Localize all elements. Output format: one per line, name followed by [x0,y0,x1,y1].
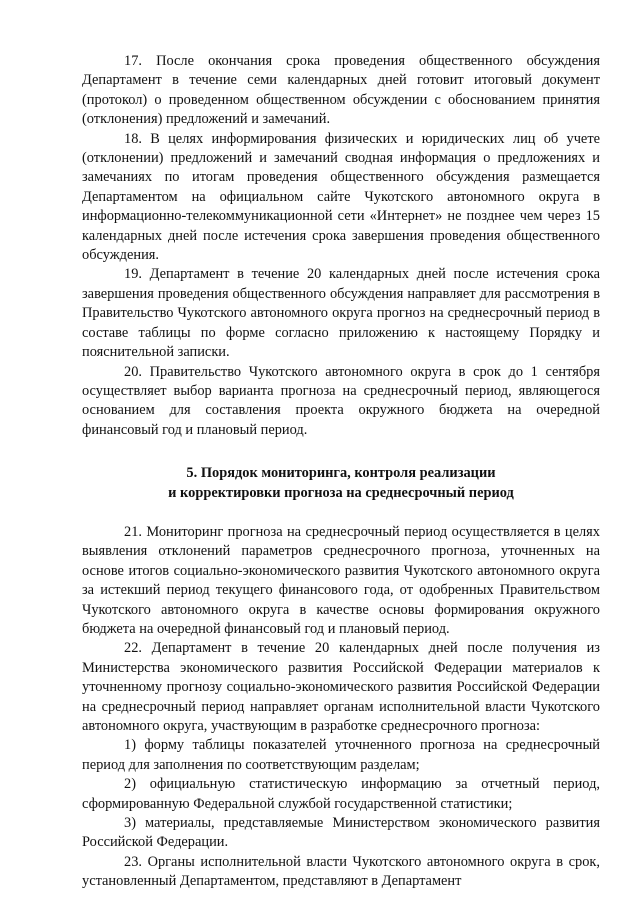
list-item-3: 3) материалы, представляемые Министерством экономического развития Российской Федерации. [82,815,600,851]
section-heading [82,464,600,503]
paragraph-22: 22. Департамент в течение 20 календарных дней после получения из Министерства экономического развития Российской Федерации материалов к уточненному прогнозу социально-экономического развития Российской Федерации на среднесрочный период направляет органам исполнительной власти Чукотского автономного округа, участвующим в разработке среднесрочного прогноза: [82,640,600,734]
section-heading-line-1: 5. Порядок мониторинга, контроля реализации [186,465,496,482]
list-item-1: 1) форму таблицы показателей уточненного прогноза на среднесрочный период для заполнения по соответствующим разделам; [82,737,600,773]
paragraph-19: 19. Департамент в течение 20 календарных дней после истечения срока завершения проведения общественного обсуждения направляет для рассмотрения в Правительство Чукотского автономного округа прогноз на среднесрочный период в составе таблицы по форме согласно приложению к настоящему Порядку и пояснительной записки. [82,266,600,361]
paragraph-21: 21. Мониторинг прогноза на среднесрочный период осуществляется в целях выявления отклонений параметров среднесрочного прогноза, уточненных на основе итогов социально-экономического развития Чукотского автономного округа за истекший период текущего финансового года, от одобренных Правительством Чукотского автономного округа в качестве основы формирования окружного бюджета на очередной финансовый год и плановый период. [82,523,600,637]
paragraph-23: 23. Органы исполнительной власти Чукотского автономного округа в срок, установленный Департаментом, представляют в Департамент [82,853,600,890]
section-heading-line-2: и корректировки прогноза на среднесрочный период [168,484,514,501]
list-item-2: 2) официальную статистическую информацию за отчетный период, сформированную Федеральной службой государственной статистики; [82,776,600,812]
paragraph-18: 18. В целях информирования физических и юридических лиц об учете (отклонении) предложений и замечаний сводная информация о предложениях и замечаниях по итогам проведения общественного обсуждения размещается Департаментом на официальном сайте Чукотского автономного округа в информационно-телекоммуникационной сети «Интернет» не позднее чем через 15 календарных дней после истечения срока завершения проведения общественного обсуждения. [82,130,600,264]
paragraph-20: 20. Правительство Чукотского автономного округа в срок до 1 сентября осуществляет выбор варианта прогноза на среднесрочный период, являющегося основанием для составления проекта окружного бюджета на очередной финансовый год и плановый период. [82,363,600,438]
paragraph-17: 17. После окончания срока проведения общественного обсуждения Департамент в течение семи календарных дней готовит итоговый документ (протокол) о проведенном общественном обсуждении с обоснованием принятия (отклонения) предложений и замечаний. [82,53,600,128]
